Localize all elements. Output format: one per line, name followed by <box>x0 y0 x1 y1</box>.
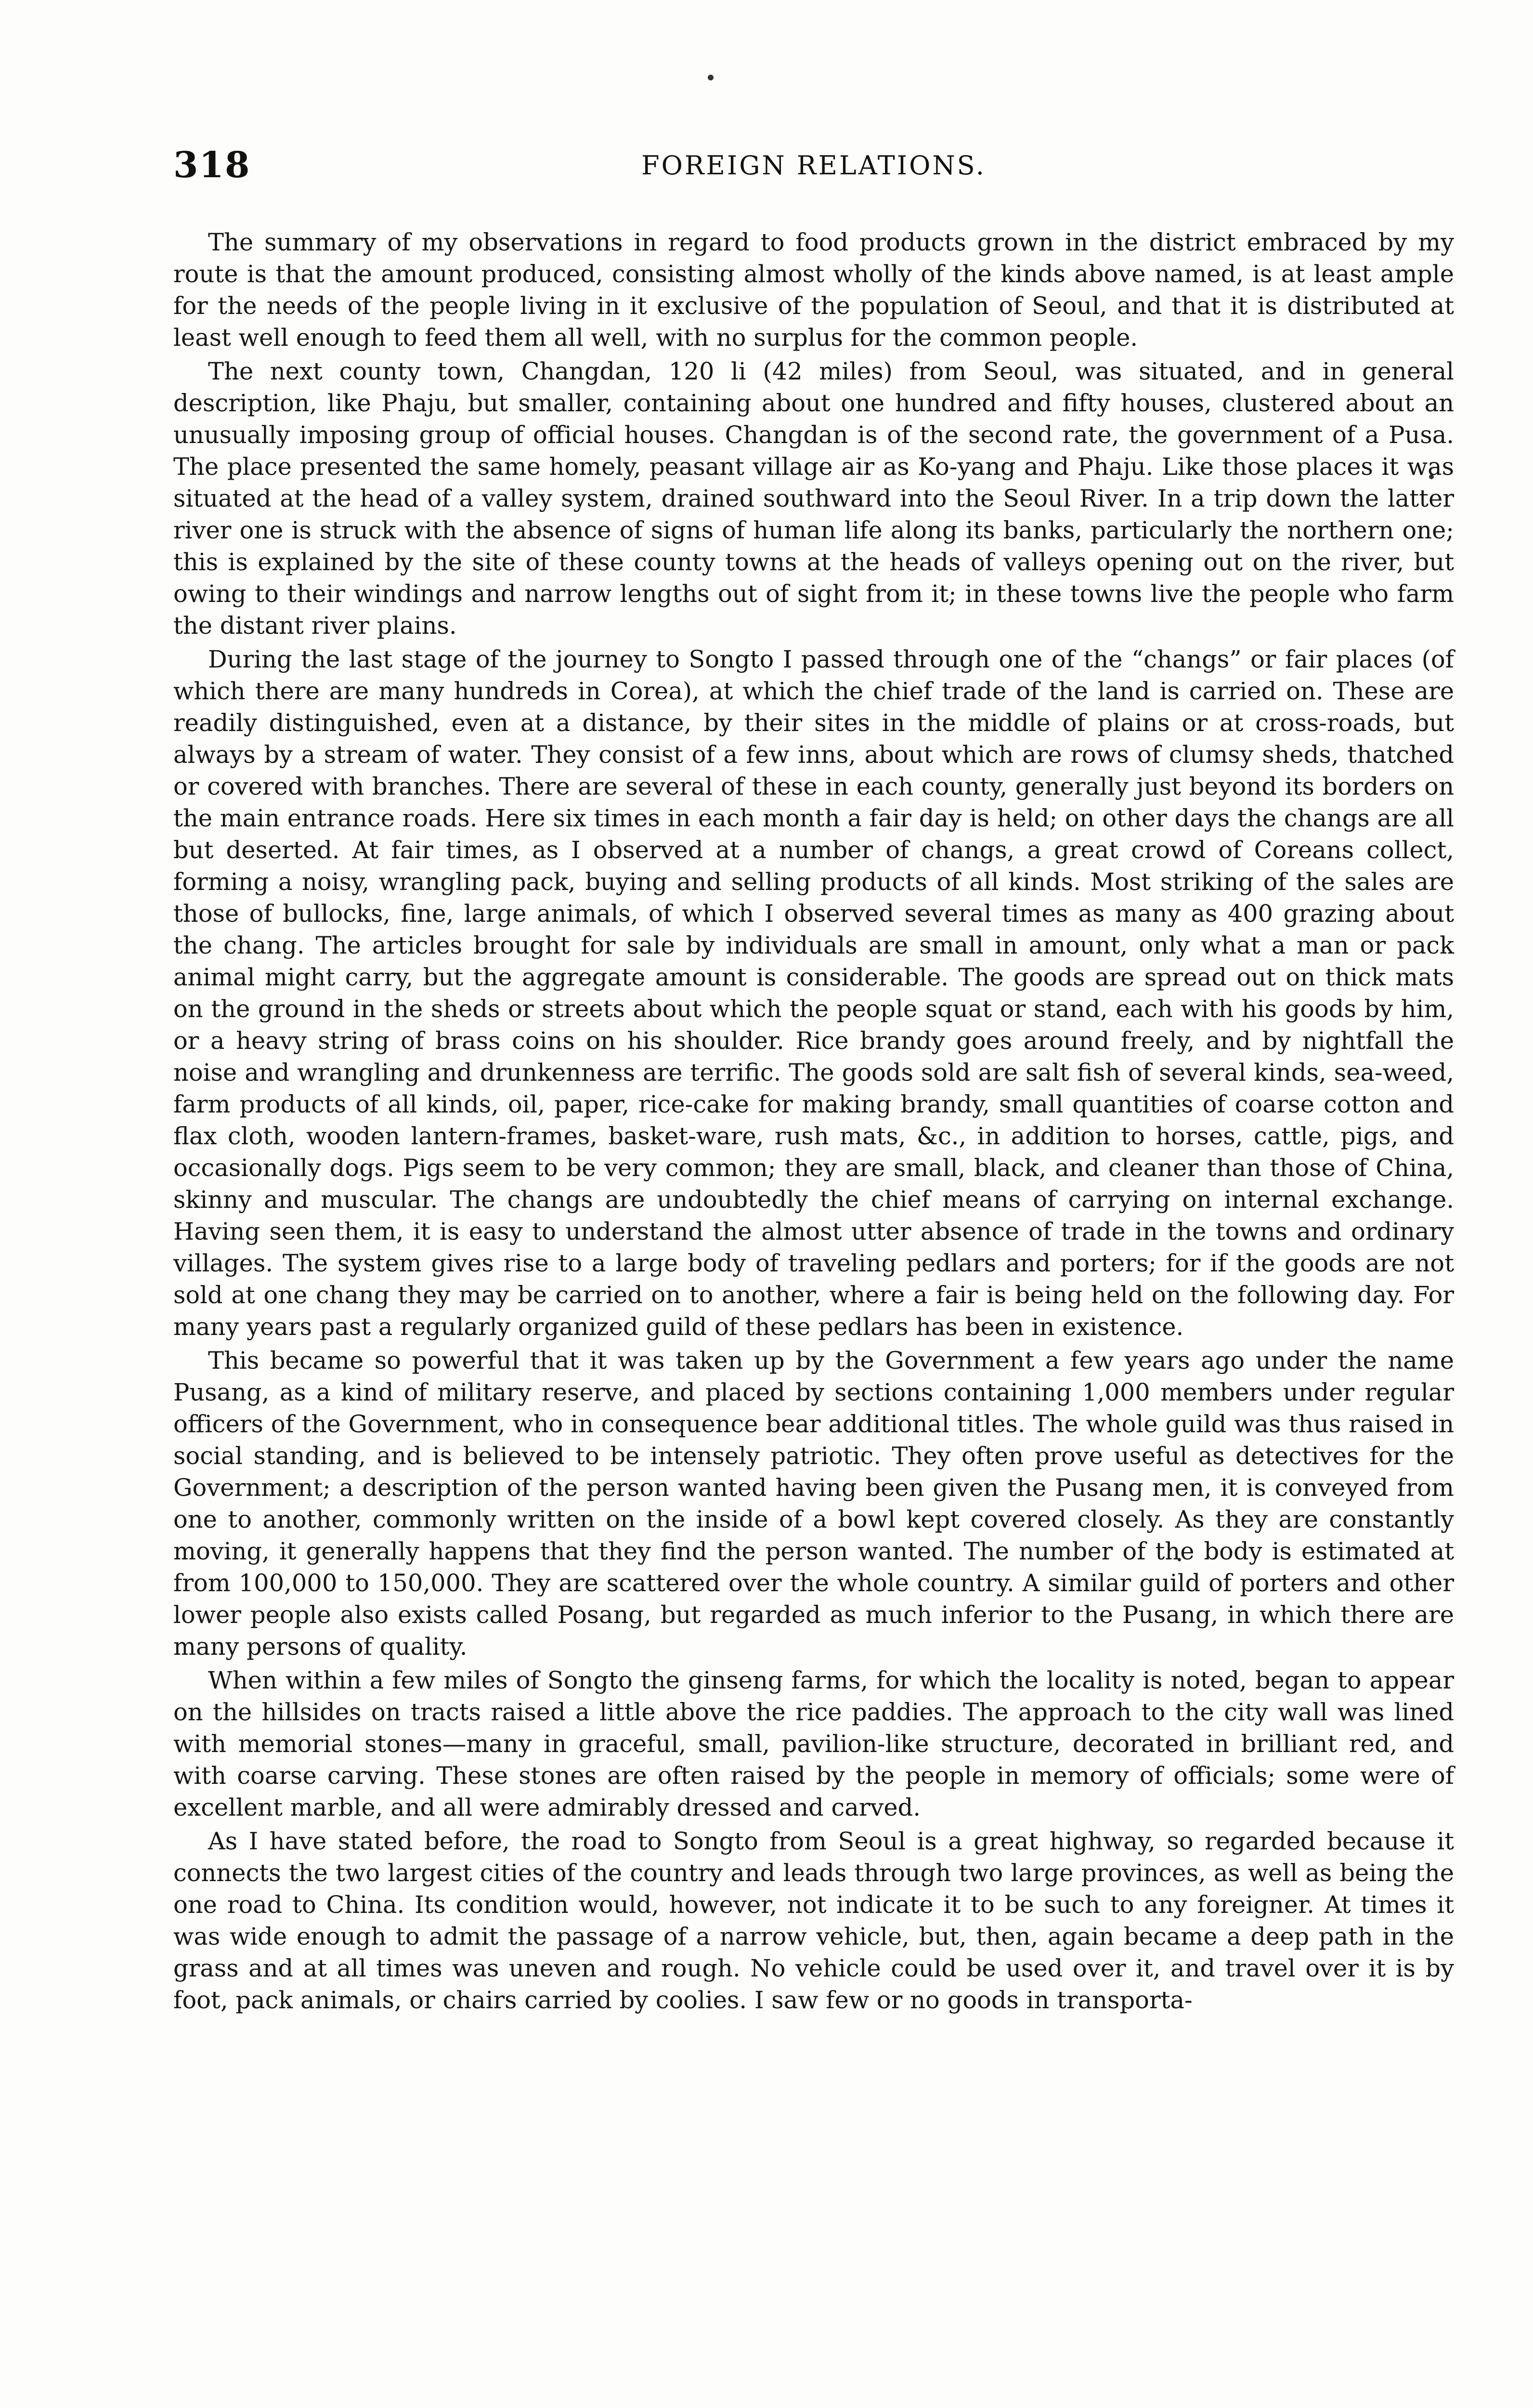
body-text <box>173 226 1454 2018</box>
paragraph-changdan: The next county town, Changdan, 120 li (42 miles) from Seoul, was situated, and in general description, like Phaju, but smaller, containing about one hundred and fifty houses, clustered about an unusually imposing group of official houses. Changdan is of the second rate, the government of a Pusa. The place presented the same homely, peasant village air as Ko-yang and Phaju. Like those places it was situated at the head of a valley system, drained southward into the Seoul River. In a trip down the latter river one is struck with the absence of signs of human life along its banks, particularly the northern one; this is explained by the site of these county towns at the heads of valleys opening out on the river, but owing to their windings and narrow lengths out of sight from it; in these towns live the people who farm the distant river plains. <box>173 357 1454 640</box>
page-number: 318 <box>173 144 251 186</box>
paragraph-changs: During the last stage of the journey to Songto I passed through one of the “changs” or fair places (of which there are many hundreds in Corea), at which the chief trade of the land is carried on. These are readily distinguished, even at a distance, by their sites in the middle of plains or at cross-roads, but always by a stream of water. They consist of a few inns, about which are rows of clumsy sheds, thatched or covered with branches. There are several of these in each county, generally just beyond its borders on the main entrance roads. Here six times in each month a fair day is held; on other days the changs are all but deserted. At fair times, as I observed at a number of changs, a great crowd of Coreans collect, forming a noisy, wrangling pack, buying and selling products of all kinds. Most striking of the sales are those of bullocks, fine, large animals, of which I observed several times as many as 400 grazing about the chang. The articles brought for sale by individuals are small in amount, only what a man or pack animal might carry, but the aggregate amount is considerable. The goods are spread out on thick mats on the ground in the sheds or streets about which the people squat or stand, each with his goods by him, or a heavy string of brass coins on his shoulder. Rice brandy goes around freely, and by nightfall the noise and wrangling and drunkenness are terrific. The goods sold are salt fish of several kinds, sea-weed, farm products of all kinds, oil, paper, rice-cake for making brandy, small quantities of coarse cotton and flax cloth, wooden lantern-frames, basket-ware, rush mats, &c., in addition to horses, cattle, pigs, and occasionally dogs. Pigs seem to be very common; they are small, black, and cleaner than those of China, skinny and muscular. The changs are undoubtedly the chief means of carrying on internal exchange. Having seen them, it is easy to understand the almost utter absence of trade in the towns and ordinary villages. The system gives rise to a large body of traveling pedlars and porters; for if the goods are not sold at one chang they may be carried on to another, where a fair is being held on the following day. For many years past a regularly organized guild of these pedlars has been in existence. <box>173 645 1454 1341</box>
paragraph-pusang: This became so powerful that it was taken up by the Government a few years ago under the name Pusang, as a kind of military reserve, and placed by sections containing 1,000 members under regular officers of the Government, who in consequence bear additional titles. The whole guild was thus raised in social standing, and is believed to be intensely patriotic. They often prove useful as detectives for the Government; a description of the person wanted having been given the Pusang men, it is conveyed from one to another, commonly written on the inside of a bowl kept covered closely. As they are constantly moving, it generally happens that they find the person wanted. The number of the body is estimated at from 100,000 to 150,000. They are scattered over the whole country. A similar guild of porters and other lower people also exists called Posang, but regarded as much inferior to the Pusang, in which there are many persons of quality. <box>173 1347 1454 1661</box>
paragraph-road: As I have stated before, the road to Songto from Seoul is a great highway, so regarded because it connects the two largest cities of the country and leads through two large provinces, as well as being the one road to China. Its condition would, however, not indicate it to be such to any foreigner. At times it was wide enough to admit the passage of a narrow vehicle, but, then, again became a deep path in the grass and at all times was uneven and rough. No vehicle could be used over it, and travel over it is by foot, pack animals, or chairs carried by coolies. I saw few or no goods in transporta- <box>173 1827 1454 2014</box>
paragraph-ginseng: When within a few miles of Songto the ginseng farms, for which the locality is noted, began to appear on the hillsides on tracts raised a little above the rice paddies. The approach to the city wall was lined with memorial stones—many in graceful, small, pavilion-like structure, decorated in brilliant red, and with coarse carving. These stones are often raised by the people in memory of officials; some were of excellent marble, and all were admirably dressed and carved. <box>173 1666 1454 1821</box>
running-title: FOREIGN RELATIONS. <box>641 150 986 181</box>
print-speck <box>708 75 714 80</box>
paragraph-food-products: The summary of my observations in regard to food products grown in the district embraced by my route is that the amount produced, consisting almost wholly of the kinds above named, is at least ample for the needs of the people living in it exclusive of the population of Seoul, and that it is distributed at least well enough to feed them all well, with no surplus for the common people. <box>173 228 1454 352</box>
running-head <box>173 144 1454 188</box>
